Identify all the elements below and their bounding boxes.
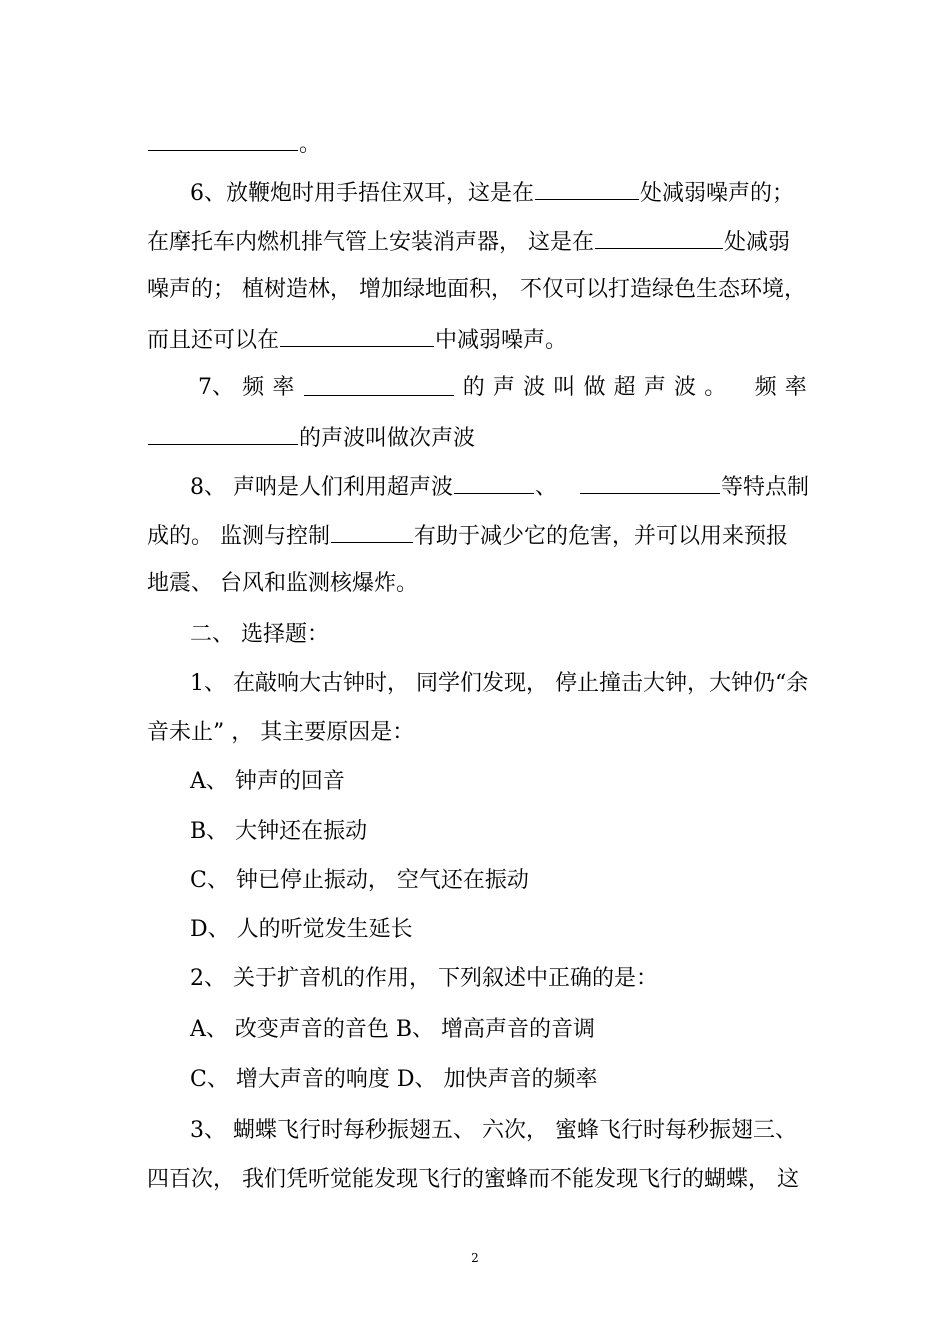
page-number: 2 xyxy=(471,1251,479,1265)
choice-question-3-line-1: 3、 蝴蝶飞行时每秒振翅五、 六次， 蜜蜂飞行时每秒振翅三、 xyxy=(190,1118,797,1143)
answer-blank xyxy=(535,177,639,200)
text-fragment: 声 xyxy=(643,375,666,400)
text-fragment: 有助于减少它的危害，并可以用来预报 xyxy=(414,524,789,549)
answer-blank xyxy=(304,373,454,396)
text-fragment: 在摩托车内燃机排气管上安装消声器， 这是在 xyxy=(147,230,594,255)
question-8-line-1 xyxy=(190,471,810,501)
text-fragment: 的声波叫做次声波 xyxy=(299,426,476,451)
answer-blank xyxy=(280,324,434,347)
answer-blank xyxy=(454,471,534,494)
text-fragment: 。 xyxy=(704,375,727,400)
answer-blank xyxy=(148,422,298,445)
text-fragment: 率 xyxy=(272,375,295,400)
text-fragment: 、 xyxy=(535,475,558,500)
section-heading: 二、 选择题： xyxy=(190,622,329,647)
text-fragment: 6、放鞭炮时用手捂住双耳，这是在 xyxy=(190,181,534,206)
text-fragment: 成的。 监测与控制 xyxy=(147,524,330,549)
answer-blank xyxy=(331,520,413,543)
text-fragment: 7、 xyxy=(198,375,234,400)
options-c-d: C、 增大声音的响度 D、 加快声音的频率 xyxy=(190,1067,598,1092)
text-fragment: 。 xyxy=(299,132,322,157)
choice-question-3-line-2: 四百次， 我们凭听觉能发现飞行的蜜蜂而不能发现飞行的蝴蝶， 这 xyxy=(147,1167,799,1192)
option-d: D、 人的听觉发生延长 xyxy=(190,917,413,942)
text-fragment: 超 xyxy=(613,375,636,400)
question-8-line-2 xyxy=(147,520,807,550)
text-fragment: 而且还可以在 xyxy=(147,328,280,353)
spacer xyxy=(734,373,746,403)
answer-blank xyxy=(148,128,298,151)
text-fragment: 率 xyxy=(784,375,807,400)
text-fragment: 波 xyxy=(523,375,546,400)
choice-question-2: 2、 关于扩音机的作用， 下列叙述中正确的是： xyxy=(190,966,658,991)
answer-blank xyxy=(580,471,720,494)
choice-question-1-line-2: 音未止” ， 其主要原因是： xyxy=(147,720,415,745)
option-a: A、 钟声的回音 xyxy=(190,769,345,794)
text-fragment: 叫 xyxy=(553,375,576,400)
text-fragment: 中减弱噪声。 xyxy=(435,328,568,353)
question-8-line-3 xyxy=(147,569,807,599)
text-line xyxy=(147,128,807,158)
text-fragment: 频 xyxy=(754,375,777,400)
option-b: B、 大钟还在振动 xyxy=(190,819,368,844)
option-c: C、 钟已停止振动， 空气还在振动 xyxy=(190,868,529,893)
text-fragment: 做 xyxy=(583,375,606,400)
choice-question-1-line-1: 1、 在敲响大古钟时， 同学们发现， 停止撞击大钟，大钟仍“余 xyxy=(190,671,809,696)
text-fragment: 声 xyxy=(492,375,515,400)
text-fragment: 处减弱噪声的； xyxy=(640,181,795,206)
text-fragment: 8、 声呐是人们利用超声波 xyxy=(190,475,453,500)
text-fragment: 噪声的； 植树造林， 增加绿地面积， 不仅可以打造绿色生态环境， xyxy=(147,277,806,302)
text-fragment: 波 xyxy=(674,375,697,400)
text-fragment: 等特点制 xyxy=(721,475,810,500)
options-a-b: A、 改变声音的音色 B、 增高声音的音调 xyxy=(190,1017,596,1042)
text-fragment: 处减弱 xyxy=(724,230,791,255)
question-6-line-1 xyxy=(190,177,807,207)
question-7-line-2 xyxy=(147,422,807,452)
answer-blank xyxy=(595,226,723,249)
question-6-line-3 xyxy=(147,275,807,305)
text-fragment: 地震、 台风和监测核爆炸。 xyxy=(147,571,418,596)
question-6-line-2 xyxy=(147,226,807,256)
question-7-line-1 xyxy=(198,373,807,403)
text-fragment: 的 xyxy=(462,375,485,400)
text-fragment: 频 xyxy=(242,375,265,400)
question-6-line-4 xyxy=(147,324,807,354)
